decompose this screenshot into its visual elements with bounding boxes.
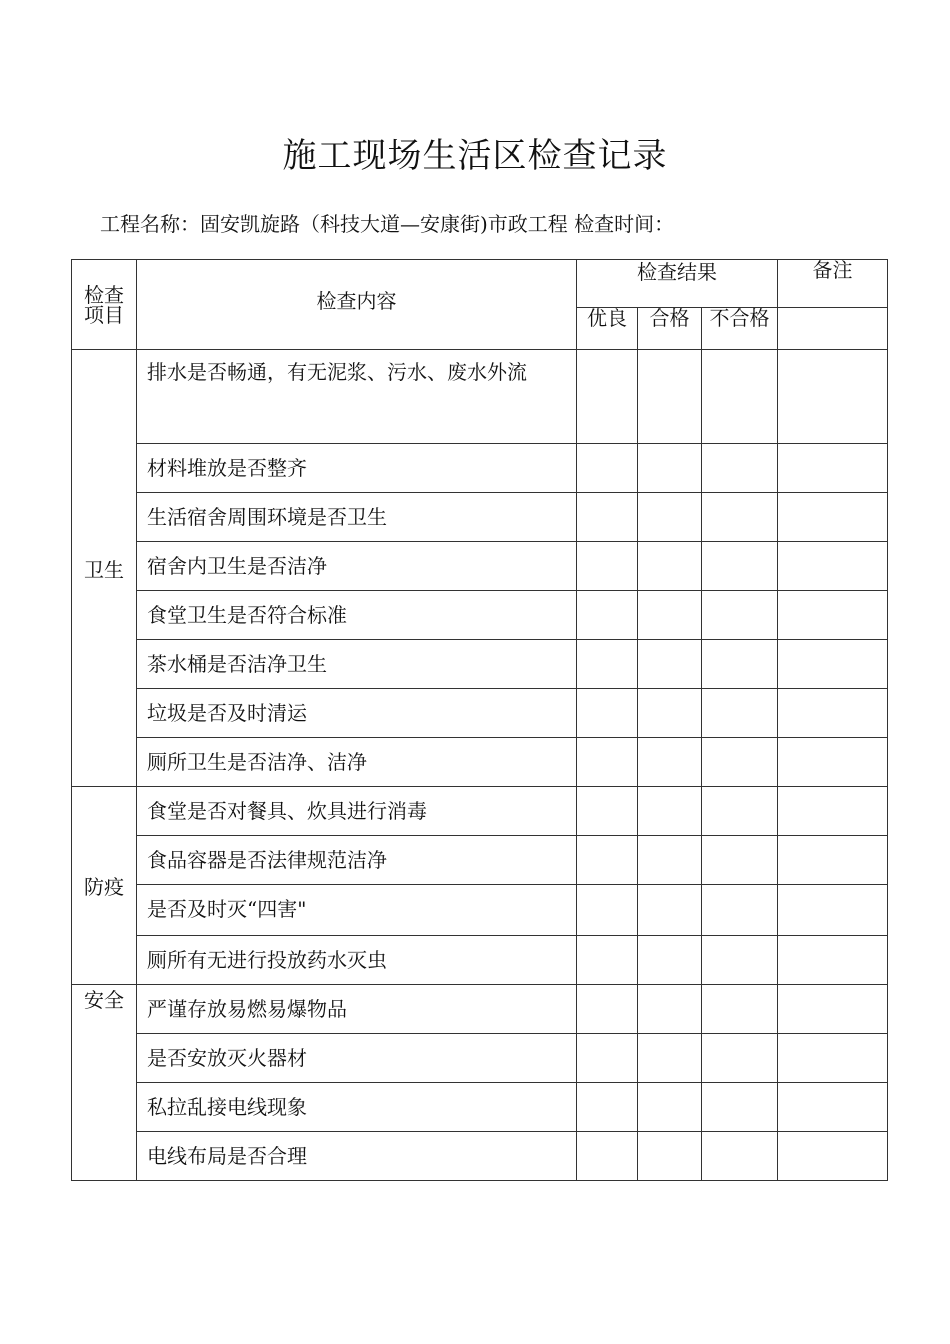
cell-excellent[interactable] <box>577 640 638 689</box>
check-item: 食堂是否对餐具、炊具进行消毒 <box>137 787 577 836</box>
table-row <box>72 1132 888 1181</box>
header-item-line: 检查 <box>84 282 124 307</box>
cell-fail[interactable] <box>702 444 778 493</box>
cell-excellent[interactable] <box>577 836 638 885</box>
check-item: 食品容器是否法律规范洁净 <box>137 836 577 885</box>
header-item-line: 项目 <box>84 302 124 327</box>
cell-remark[interactable] <box>778 738 888 787</box>
cell-pass[interactable] <box>638 985 702 1034</box>
cell-excellent[interactable] <box>577 1083 638 1132</box>
cell-remark[interactable] <box>778 640 888 689</box>
check-item: 是否安放灭火器材 <box>137 1034 577 1083</box>
category-hygiene: 卫生 <box>72 350 137 787</box>
check-item: 是否及时灭“四害" <box>137 885 577 936</box>
page-title: 施工现场生活区检查记录 <box>282 136 668 176</box>
category-epidemic-prevention: 防疫 <box>72 787 137 985</box>
cell-remark[interactable] <box>778 689 888 738</box>
table-row <box>72 1034 888 1083</box>
cell-remark[interactable] <box>778 542 888 591</box>
check-item: 严谨存放易燃易爆物品 <box>137 985 577 1034</box>
cell-fail[interactable] <box>702 738 778 787</box>
cell-excellent[interactable] <box>577 936 638 985</box>
category-safety-label: 安全 <box>84 988 124 1012</box>
table-row <box>72 493 888 542</box>
cell-pass[interactable] <box>638 738 702 787</box>
header-pass: 合格 <box>638 308 702 350</box>
check-item: 食堂卫生是否符合标准 <box>137 591 577 640</box>
table-row <box>72 542 888 591</box>
table-row <box>72 936 888 985</box>
header-fail: 不合格 <box>702 308 778 350</box>
cell-remark[interactable] <box>778 350 888 444</box>
cell-remark[interactable] <box>778 1034 888 1083</box>
table-row <box>72 689 888 738</box>
cell-pass[interactable] <box>638 493 702 542</box>
inspection-table <box>71 259 888 1181</box>
table-row <box>72 350 888 444</box>
cell-excellent[interactable] <box>577 542 638 591</box>
cell-fail[interactable] <box>702 493 778 542</box>
cell-pass[interactable] <box>638 836 702 885</box>
check-item: 厕所有无进行投放药水灭虫 <box>137 936 577 985</box>
cell-excellent[interactable] <box>577 1132 638 1181</box>
cell-remark[interactable] <box>778 936 888 985</box>
cell-fail[interactable] <box>702 542 778 591</box>
table-row <box>72 985 888 1034</box>
cell-pass[interactable] <box>638 885 702 936</box>
cell-excellent[interactable] <box>577 1034 638 1083</box>
header-excellent: 优良 <box>577 308 638 350</box>
cell-fail[interactable] <box>702 985 778 1034</box>
table-row <box>72 444 888 493</box>
cell-pass[interactable] <box>638 1034 702 1083</box>
cell-remark[interactable] <box>778 1083 888 1132</box>
cell-remark[interactable] <box>778 493 888 542</box>
cell-fail[interactable] <box>702 936 778 985</box>
header-remark-blank <box>778 308 888 350</box>
cell-excellent[interactable] <box>577 738 638 787</box>
cell-fail[interactable] <box>702 591 778 640</box>
header-item <box>72 260 137 350</box>
cell-pass[interactable] <box>638 936 702 985</box>
cell-fail[interactable] <box>702 640 778 689</box>
cell-remark[interactable] <box>778 836 888 885</box>
cell-remark[interactable] <box>778 885 888 936</box>
cell-fail[interactable] <box>702 836 778 885</box>
cell-fail[interactable] <box>702 1034 778 1083</box>
check-item: 私拉乱接电线现象 <box>137 1083 577 1132</box>
cell-excellent[interactable] <box>577 591 638 640</box>
check-item: 生活宿舍周围环境是否卫生 <box>137 493 577 542</box>
table-row <box>72 591 888 640</box>
check-item: 茶水桶是否洁净卫生 <box>137 640 577 689</box>
cell-remark[interactable] <box>778 591 888 640</box>
cell-pass[interactable] <box>638 787 702 836</box>
cell-pass[interactable] <box>638 444 702 493</box>
cell-excellent[interactable] <box>577 885 638 936</box>
cell-excellent[interactable] <box>577 689 638 738</box>
cell-excellent[interactable] <box>577 444 638 493</box>
cell-fail[interactable] <box>702 787 778 836</box>
cell-excellent[interactable] <box>577 493 638 542</box>
cell-remark[interactable] <box>778 787 888 836</box>
cell-pass[interactable] <box>638 542 702 591</box>
table-row <box>72 836 888 885</box>
cell-fail[interactable] <box>702 1083 778 1132</box>
cell-pass[interactable] <box>638 591 702 640</box>
cell-pass[interactable] <box>638 689 702 738</box>
cell-fail[interactable] <box>702 1132 778 1181</box>
cell-fail[interactable] <box>702 350 778 444</box>
cell-fail[interactable] <box>702 885 778 936</box>
table-row <box>72 885 888 936</box>
table-row <box>72 640 888 689</box>
cell-excellent[interactable] <box>577 985 638 1034</box>
table-row <box>72 1083 888 1132</box>
cell-pass[interactable] <box>638 640 702 689</box>
check-item: 厕所卫生是否洁净、洁净 <box>137 738 577 787</box>
cell-fail[interactable] <box>702 689 778 738</box>
check-item: 宿舍内卫生是否洁净 <box>137 542 577 591</box>
header-remark: 备注 <box>778 260 888 308</box>
check-item: 排水是否畅通，有无泥浆、污水、废水外流 <box>137 350 577 444</box>
header-content: 检查内容 <box>137 260 577 350</box>
cell-pass[interactable] <box>638 1132 702 1181</box>
header-results: 检查结果 <box>577 260 778 308</box>
check-item: 材料堆放是否整齐 <box>137 444 577 493</box>
cell-remark[interactable] <box>778 444 888 493</box>
cell-pass[interactable] <box>638 1083 702 1132</box>
cell-remark[interactable] <box>778 985 888 1034</box>
project-info-line: 工程名称：固安凯旋路（科技大道—安康街)市政工程 检查时间： <box>100 212 675 236</box>
table-row <box>72 787 888 836</box>
table-row <box>72 738 888 787</box>
category-safety <box>72 985 137 1181</box>
check-item: 电线布局是否合理 <box>137 1132 577 1181</box>
cell-excellent[interactable] <box>577 350 638 444</box>
cell-pass[interactable] <box>638 350 702 444</box>
cell-remark[interactable] <box>778 1132 888 1181</box>
check-item: 垃圾是否及时清运 <box>137 689 577 738</box>
cell-excellent[interactable] <box>577 787 638 836</box>
